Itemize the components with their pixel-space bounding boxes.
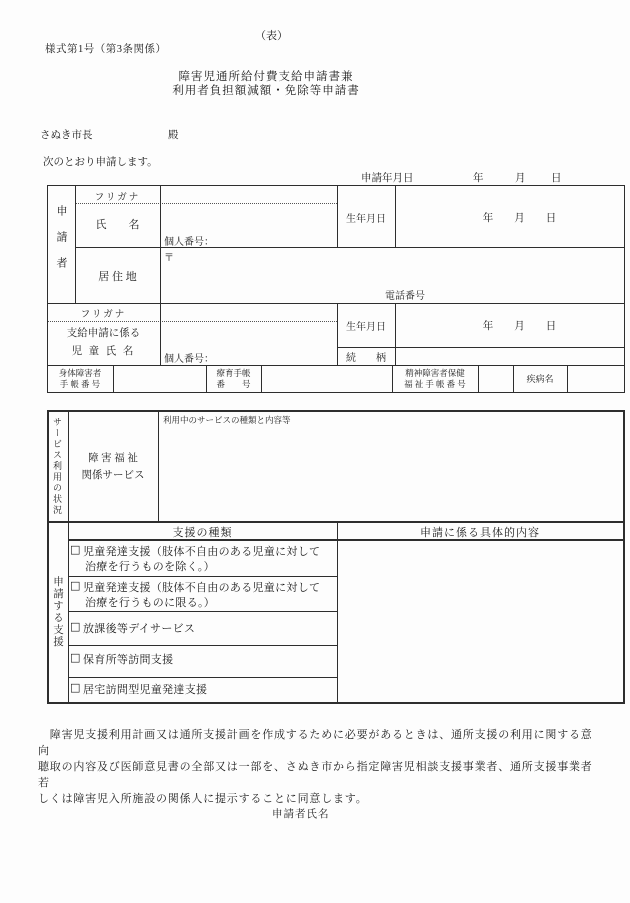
child-personal-number-label: 個人番号： <box>164 354 214 365</box>
support-section-cell <box>47 521 68 702</box>
postal-mark: 〒 <box>164 253 174 264</box>
disease-name-field[interactable] <box>568 366 623 391</box>
service-section-label: サービス利用の状況 <box>52 416 62 516</box>
applicant-name-field[interactable] <box>161 204 336 232</box>
intro-text: 次のとおり申請します。 <box>43 157 158 168</box>
service-usage-note: 利用中のサービスの種類と内容等 <box>163 415 291 425</box>
address-label: 居 住 地 <box>98 271 137 283</box>
grid-line-v <box>623 410 625 704</box>
child-personal-number-field[interactable] <box>225 349 336 364</box>
support-item-label: 居宅訪問型児童発達支援 <box>83 684 208 696</box>
support-item-label: 児童発達支援（肢体不自由のある児童に対して <box>83 582 321 594</box>
grid-line-h <box>47 410 625 412</box>
support-item-label: 放課後等デイサービス <box>83 623 196 635</box>
support-type-header: 支援の種類 <box>172 527 233 539</box>
grid-line-h <box>47 392 625 393</box>
child-furigana-field[interactable] <box>161 304 336 320</box>
service-usage-field[interactable] <box>159 424 623 520</box>
application-date-label: 申請年月日 <box>361 173 414 184</box>
support-detail-field[interactable] <box>338 541 623 701</box>
physical-handbook-label-line1: 身体障害者 <box>58 368 102 378</box>
checkbox-jidou-hattatsu-2[interactable]: □ <box>70 579 81 592</box>
signature-label: 申請者氏名 <box>272 809 330 820</box>
service-category-label <box>68 450 158 484</box>
consent-paragraph <box>38 727 598 807</box>
support-item-label2: 治療を行うものに限る。） <box>85 597 216 609</box>
application-date-month: 月 <box>515 173 526 184</box>
disease-name-label: 疾病名 <box>526 374 554 384</box>
applicant-birthdate-field[interactable] <box>396 186 623 246</box>
ryoiku-handbook-label <box>206 368 261 390</box>
service-category-line1: 障 害 福 祉 <box>88 453 138 464</box>
mental-handbook-label-line2: 福 祉 手 帳 番 号 <box>404 379 466 389</box>
support-item-label: 保育所等訪問支援 <box>83 654 174 666</box>
service-category-line2: 関係サービス <box>81 470 145 481</box>
address-field[interactable] <box>161 248 623 286</box>
ryoiku-handbook-field[interactable] <box>262 366 391 391</box>
mental-handbook-label-line1: 精神障害者保健 <box>405 368 465 378</box>
addressee-suffix: 殿 <box>168 130 179 141</box>
relation-field[interactable] <box>396 348 623 364</box>
checkbox-hoikusho-houmon[interactable]: □ <box>70 651 81 664</box>
applicant-group-label: 申請者 <box>55 205 67 283</box>
support-section-label: 申請する支援 <box>52 575 63 648</box>
application-date-year: 年 <box>473 173 484 184</box>
applicant-furigana-field[interactable] <box>161 186 336 202</box>
consent-line: 障害児支援利用計画又は通所支援計画を作成するために必要があるときは、通所支援の利用に関する意向 <box>38 729 593 757</box>
support-item-label2: 治療を行うものを除く。） <box>85 561 215 573</box>
side-label: （表） <box>255 30 288 42</box>
phone-label: 電話番号 <box>385 291 425 302</box>
child-birthdate-field[interactable] <box>396 304 623 346</box>
grid-line-h <box>47 702 625 704</box>
child-birthdate-placeholder: 年 月 日 <box>482 321 557 332</box>
ryoiku-handbook-label-line1: 療育手帳 <box>216 368 251 378</box>
consent-line: しくは障害児入所施設の関係人に提示することに同意します。 <box>38 793 368 805</box>
form-number: 様式第1号（第3条関係） <box>45 44 167 55</box>
applicant-birthdate-placeholder: 年 月 日 <box>482 213 557 224</box>
phone-field[interactable] <box>427 284 623 302</box>
applicant-personal-number-label: 個人番号： <box>164 237 214 248</box>
child-birthdate-label: 生年月日 <box>346 322 386 333</box>
checkbox-kyotaku-houmon[interactable]: □ <box>70 681 81 694</box>
ryoiku-handbook-label-line2: 番 号 <box>216 379 251 389</box>
applicant-birthdate-label: 生年月日 <box>346 214 386 225</box>
service-section-cell <box>47 411 68 521</box>
physical-handbook-label-line2: 手 帳 番 号 <box>59 379 101 389</box>
grid-line-v <box>624 185 625 392</box>
applicant-name-label: 氏 名 <box>95 219 140 231</box>
addressee: さぬき市長 <box>40 130 93 141</box>
checkbox-jidou-hattatsu-1[interactable]: □ <box>70 543 81 556</box>
child-name-label-line2: 児 童 氏 名 <box>71 346 136 357</box>
child-name-field[interactable] <box>161 322 336 348</box>
physical-handbook-label <box>47 368 113 390</box>
application-date-field[interactable] <box>423 168 623 183</box>
signature-field[interactable] <box>340 800 560 822</box>
form-title <box>0 70 532 98</box>
support-detail-header: 申請に係る具体的内容 <box>420 527 540 539</box>
grid-line-h <box>68 576 337 577</box>
consent-line: 聴取の内容及び医師意見書の全部又は一部を、さぬき市から指定障害児相談支援事業者、通所支援事業者若 <box>38 761 593 789</box>
support-item-label: 児童発達支援（肢体不自由のある児童に対して <box>83 546 321 558</box>
child-furigana-label: フリガナ <box>80 310 127 320</box>
grid-line-h <box>68 677 337 678</box>
mental-handbook-field[interactable] <box>479 366 512 391</box>
applicant-personal-number-field[interactable] <box>225 232 336 246</box>
mental-handbook-label <box>392 368 478 390</box>
child-name-label-line1: 支給申請に係る <box>66 328 141 339</box>
grid-line-h <box>68 611 337 612</box>
physical-handbook-field[interactable] <box>114 366 205 391</box>
grid-line-h <box>47 521 625 523</box>
grid-line-h <box>68 645 337 646</box>
form-title-line2: 利用者負担額減額・免除等申請書 <box>172 85 360 97</box>
applicant-furigana-label: フリガナ <box>94 193 141 203</box>
applicant-group-cell <box>47 185 75 303</box>
form-title-line1: 障害児通所給付費支給申請書兼 <box>178 71 354 83</box>
application-date-day: 日 <box>551 173 562 184</box>
checkbox-houkago-day[interactable]: □ <box>70 620 81 633</box>
relation-label: 続 柄 <box>346 353 386 364</box>
